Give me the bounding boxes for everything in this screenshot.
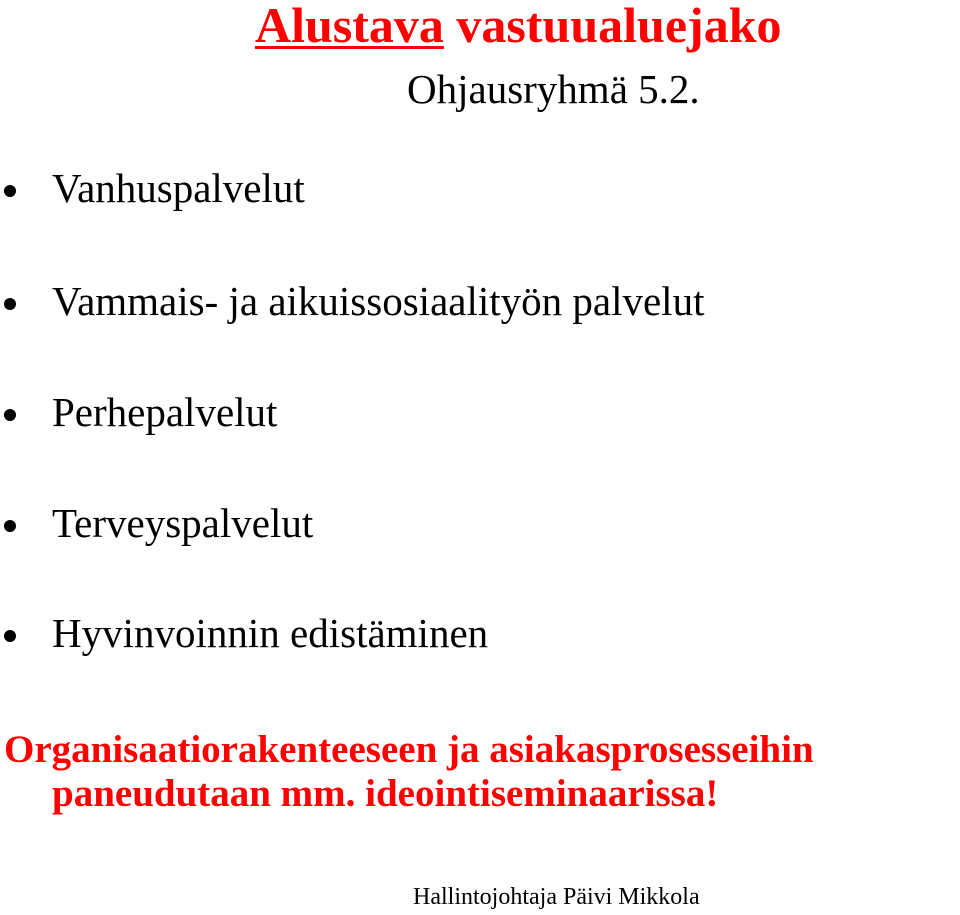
note-line-1: Organisaatiorakenteeseen ja asiakasprosesseihin [4, 728, 814, 771]
page-title [255, 0, 782, 56]
list-item-label: Vanhuspalvelut [52, 165, 305, 211]
list-item-label: Hyvinvoinnin edistäminen [52, 610, 489, 656]
bullet-icon [4, 185, 16, 197]
bullet-icon [4, 520, 16, 532]
list-item-label: Terveyspalvelut [52, 500, 314, 546]
bullet-icon [4, 298, 16, 310]
list-item-label: Vammais- ja aikuissosiaalityön palvelut [52, 278, 705, 324]
bullet-icon [4, 409, 16, 421]
bullet-icon [4, 630, 16, 642]
seminar-note [4, 728, 814, 816]
list-item-label: Perhepalvelut [52, 389, 278, 435]
title-first-word: Alustava [255, 0, 444, 53]
subtitle: Ohjausryhmä 5.2. [407, 66, 700, 112]
footer-author: Hallintojohtaja Päivi Mikkola [413, 884, 700, 910]
title-rest: vastuualuejako [456, 0, 782, 53]
note-line-2: paneudutaan mm. ideointiseminaarissa! [52, 772, 719, 815]
